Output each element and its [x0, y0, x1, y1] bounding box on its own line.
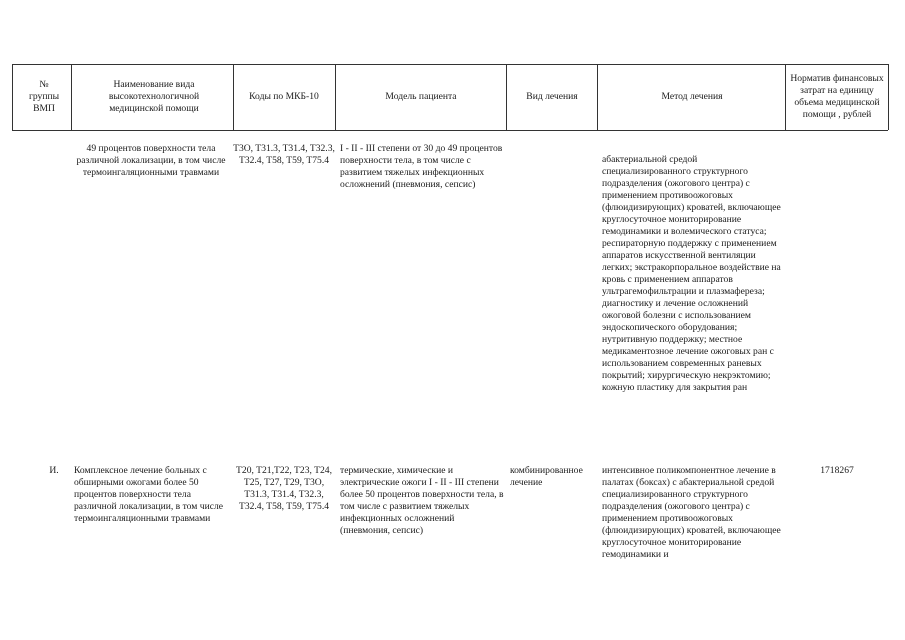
row2-group-number: И.: [49, 465, 59, 476]
row2-treatment-type: комбинированное лечение: [510, 465, 583, 488]
row2-treatment-method: интенсивное поликомпонентное лечение в палатах (боксах) с абактериальной средой специализированного структурного подразделения (ожогового центра) с применением противоожоговых (флюидизирующих) кроватей, включающее круглосуточное мониторирование гемодинамики и: [602, 465, 781, 560]
row1-treatment-method: абактериальной средой специализированного структурного подразделения (ожогового центра) с применением противоожоговых (флюидизирующих) кроватей, включающее круглосуточное мониторирование гемодинамики и волемического статуса; респираторную поддержку с применением аппаратов искусственной вентиляции легких; экстракорпоральное воздействие на кровь с применением аппаратов ультрагемофильтрации и плазмафереза; диагностику и лечение осложнений ожоговой болезни с использованием эндоскопического оборудования; нутритивную поддержку; местное медикаментозное лечение ожоговых ран с использованием современных раневых покрытий; хирургическую некрэктомию; кожную пластику для закрытия ран: [602, 154, 781, 393]
row2-patient-model: термические, химические и электрические ожоги I - II - III степени более 50 процентов поверхности тела, в том числе с развитием тяжелых инфекционных осложнений (пневмония, сепсис): [340, 465, 504, 536]
row1-name: 49 процентов поверхности тела различной локализации, в том числе термоингаляционными травмами: [76, 143, 226, 178]
header-care-type-name-text: Наименование вида высокотехнологичной медицинской помощи: [108, 79, 200, 114]
column-divider: [785, 64, 786, 130]
table-right-border: [888, 64, 889, 130]
table-header-bottom-border: [12, 130, 888, 131]
row1-icd-codes: T3O, T31.3, T31.4, T32.3, T32.4, T58, T59, T75.4: [233, 143, 335, 166]
header-treatment-method: [602, 64, 782, 130]
header-group-number: [26, 64, 62, 130]
header-cost-norm-text: Норматив финансовых затрат на единицу объема медицинской помощи , рублей: [790, 73, 884, 120]
header-icd-codes: [238, 64, 330, 130]
row2-icd-codes: T20, T21,T22, T23, T24, T25, T27, T29, T3O, T31.3, T31.4, T32.3, T32.4, T58, T59, T75.4: [236, 465, 332, 512]
header-cost-norm: [788, 64, 886, 130]
header-treatment-type-text: Вид лечения: [526, 91, 578, 102]
header-care-type-name: [86, 64, 222, 130]
column-divider: [233, 64, 234, 130]
header-patient-model: [340, 64, 502, 130]
header-group-number-text: № группы ВМП: [28, 79, 60, 114]
header-treatment-method-text: Метод лечения: [661, 91, 723, 102]
column-divider: [597, 64, 598, 130]
header-icd-codes-text: Коды по МКБ-10: [249, 91, 319, 102]
row1-patient-model: I - II - III степени от 30 до 49 процентов поверхности тела, в том числе с развитием тяжелых инфекционных осложнений (пневмония, сепсис): [340, 143, 503, 190]
header-patient-model-text: Модель пациента: [385, 91, 457, 102]
column-divider: [71, 64, 72, 130]
table-left-border: [12, 64, 13, 130]
column-divider: [506, 64, 507, 130]
column-divider: [335, 64, 336, 130]
row2-name: Комплексное лечение больных с обширными ожогами более 50 процентов поверхности тела различной локализации, в том числе термоингаляционными травмами: [74, 465, 224, 524]
row2-cost-norm: 1718267: [820, 465, 854, 476]
header-treatment-type: [510, 64, 594, 130]
